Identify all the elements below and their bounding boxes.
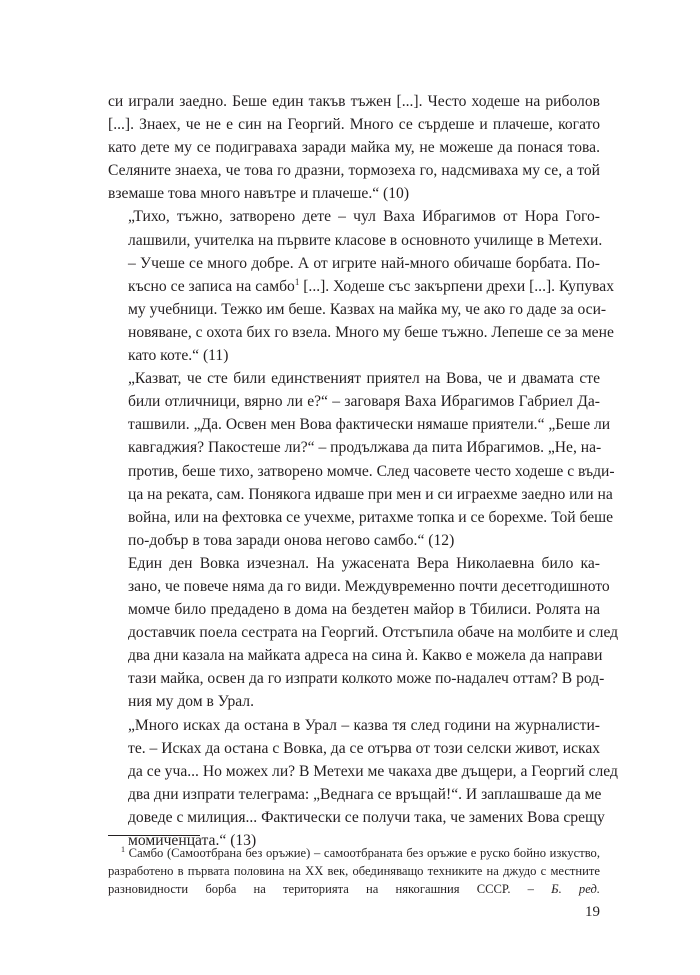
text-line: война, или на фехтовка се учехме, ритахме топка и се борехме. Той беше: [128, 508, 614, 526]
text-segment: [...]. Ходеше със закърпени дрехи [...]. Купувах: [299, 277, 614, 295]
paragraph: [108, 367, 615, 552]
text-line: новяване, с охота бих го взела. Много му беше тъжно. Лепеше се за мене: [128, 323, 614, 341]
footnote-divider: [108, 835, 200, 836]
text-line: Един ден Вовка изчезнал. На ужасената Вера Николаевна било ка-: [128, 554, 600, 572]
text-line: ташвили. „Да. Освен мен Вова фактически нямаше приятели.“ „Беше ли: [128, 416, 611, 434]
footnote-line-3: [108, 880, 600, 898]
text-line: кавгаджия? Пакостеше ли?“ – продължава да пита Ибрагимов. „Не, на-: [128, 439, 602, 457]
text-line: [108, 275, 614, 298]
text-line: „Много исках да остана в Урал – казва тя след години на журналисти-: [128, 716, 600, 734]
footnote-ref: 1: [294, 276, 300, 287]
text-line: два дни изпрати телеграма: „Веднага се връщай!“. И заплашваше да ме: [128, 785, 602, 803]
text-line: „Казват, че сте били единственият приятел на Вова, че и двамата сте: [128, 370, 600, 388]
text-line: да се уча... Но можех ли? В Метехи ме чакаха две дъщери, а Георгий след: [128, 762, 618, 780]
text-line: зано, че повече няма да го види. Междувременно почти десетгодишното: [128, 577, 610, 595]
text-line: доставчик поела сестрата на Георгий. Отстъпила обаче на молбите и след: [128, 624, 619, 642]
text-line: момче било предадено в дома на бездетен майор в Тбилиси. Ролята на: [128, 601, 600, 619]
page-body: [108, 90, 619, 852]
text-line: „Тихо, тъжно, затворено дете – чул Ваха Ибрагимов от Нора Гого-: [128, 208, 600, 226]
text-line: му учебници. Тежко им беше. Казвах на майка му, че ако го даде за оси-: [128, 300, 607, 318]
page-number: 19: [585, 904, 600, 920]
editor-note: Б. ред.: [533, 882, 600, 896]
footnote-line-2: разработено в първата половина на XX век, обединяващо техниките на джудо с местните: [108, 864, 600, 878]
text-line: ния му дом в Урал.: [128, 693, 254, 711]
text-line: [...]. Знаех, че не е син на Георгий. Много се сърдеше и плачеше, когато: [108, 116, 600, 134]
text-line: като коте.“ (11): [128, 347, 229, 365]
footnote-text-3: разновидности борба на територията на някогашния СССР. –: [108, 882, 534, 896]
text-line: два дни казала на майката адреса на сина ѝ. Какво е можела да направи: [128, 647, 603, 665]
text-line: по-добър в това заради онова негово самбо.“ (12): [128, 531, 455, 549]
text-line: тази майка, освен да го изпрати колкото може по-надалеч оттам? В род-: [128, 670, 605, 688]
text-segment: късно се записа на самбо: [128, 277, 295, 295]
text-line: като дете му се подиграваха заради майка му, не можеше да понася това.: [108, 139, 600, 157]
footnote: [108, 844, 600, 898]
text-line: вземаше това много навътре и плачеше.“ (10): [108, 185, 410, 203]
text-line: момиченцата.“ (13): [128, 832, 257, 849]
text-line: лашвили, учителка на първите класове в основното училище в Метехи.: [128, 231, 603, 249]
text-line: против, беше тихо, затворено момче. След часовете често ходеше с въди-: [128, 462, 615, 480]
text-line: доведе с милиция... Фактически се получи така, че замених Вова срещу: [128, 808, 605, 826]
text-line: те. – Исках да остана с Вовка, да се отърва от този селски живот, исках: [128, 739, 601, 757]
text-line: Селяните знаеха, че това го дразни, тормозеха го, надсмиваха му се, а той: [108, 162, 600, 180]
paragraph: [108, 552, 619, 714]
paragraph: [108, 714, 618, 853]
footnote-line-1: [108, 844, 600, 862]
footnote-text-1: Самбо (Самоотбрана без оръжие) – самоотбраната без оръжие е руско бойно изкуство,: [125, 846, 600, 860]
text-line: си играли заедно. Беше един такъв тъжен [...]. Често ходеше на риболов: [108, 93, 600, 110]
text-line: ца на реката, сам. Понякога идваше при мен и си играехме заедно или на: [128, 485, 613, 503]
paragraph: [108, 90, 600, 205]
text-line: – Учеше се много добре. А от игрите най-много обичаше борбата. По-: [128, 254, 600, 272]
footnote-marker: 1: [121, 845, 125, 854]
text-line: били отличници, вярно ли е?“ – заговаря Ваха Ибрагимов Габриел Да-: [128, 393, 600, 411]
paragraph: [108, 205, 614, 367]
